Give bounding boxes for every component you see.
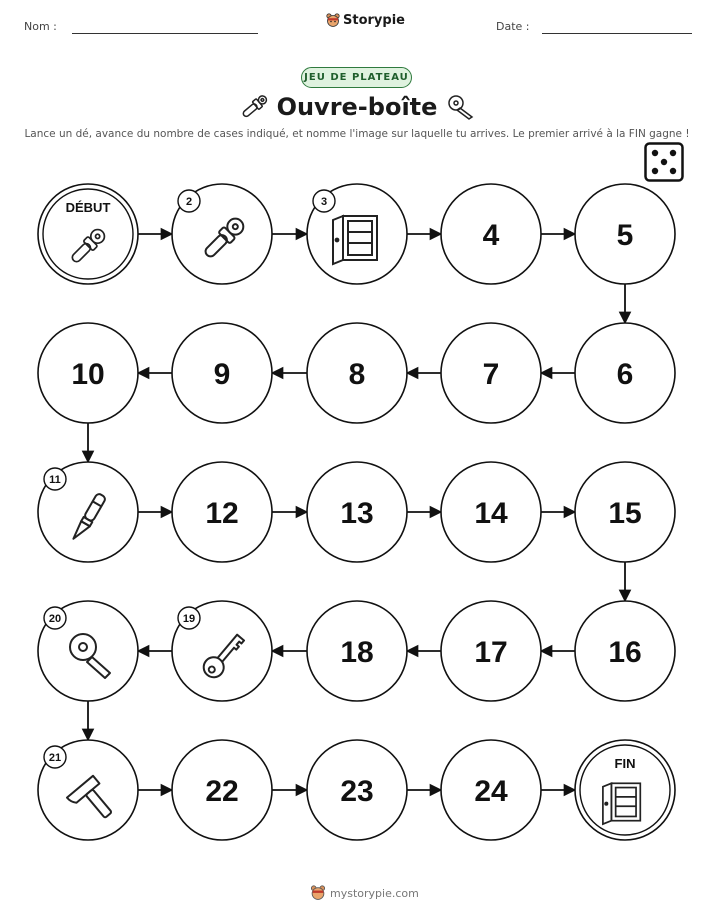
space-number: 13 [340, 497, 374, 530]
space-number: 22 [205, 775, 239, 808]
date-label: Date : [496, 20, 530, 33]
space-number: 5 [616, 219, 634, 252]
board-space [575, 462, 675, 562]
board-space [172, 184, 272, 284]
finish-space [575, 740, 675, 840]
space-number: 24 [474, 775, 508, 808]
space-number: 7 [482, 358, 500, 391]
board-space [38, 740, 138, 840]
space-number: 2 [185, 196, 193, 208]
board-space [307, 323, 407, 423]
space-number: 20 [48, 613, 62, 625]
board-space [172, 601, 272, 701]
name-label: Nom : [24, 20, 57, 33]
space-number: 6 [616, 358, 634, 391]
game-type-badge: JEU DE PLATEAU [301, 67, 412, 88]
board-space [307, 462, 407, 562]
space-circle [575, 740, 675, 840]
space-number: 18 [340, 636, 374, 669]
start-space [38, 184, 138, 284]
space-number: 12 [205, 497, 239, 530]
space-number: 15 [608, 497, 642, 530]
space-number: 8 [348, 358, 366, 391]
space-number: 23 [340, 775, 374, 808]
space-circle [38, 184, 138, 284]
board-space [575, 184, 675, 284]
board-space [575, 323, 675, 423]
page-title: Ouvre-boîte [276, 93, 438, 121]
board-space [38, 323, 138, 423]
board-space [575, 601, 675, 701]
board-space [441, 323, 541, 423]
space-number: 16 [608, 636, 642, 669]
bear-logo-icon [310, 885, 326, 901]
board-space [441, 462, 541, 562]
board-space [307, 184, 407, 284]
space-number: 21 [48, 752, 62, 764]
space-number: 3 [320, 196, 328, 208]
space-number: 19 [182, 613, 196, 625]
board-space [172, 323, 272, 423]
space-number: 4 [482, 219, 500, 252]
footer-url: mystorypie.com [330, 886, 419, 900]
board-space [441, 601, 541, 701]
board-space [441, 184, 541, 284]
space-number: 9 [213, 358, 231, 391]
finish-label: FIN [614, 756, 636, 771]
brand-name: Storypie [343, 13, 405, 28]
board-space [38, 601, 138, 701]
footer [310, 885, 419, 901]
instructions: Lance un dé, avance du nombre de cases indiqué, et nomme l'image sur laquelle tu arrives. Le premier arrivé à la FIN gagne ! [24, 128, 690, 140]
board-space [172, 740, 272, 840]
board-space [441, 740, 541, 840]
space-number: 11 [49, 474, 61, 486]
board-space [172, 462, 272, 562]
space-number: 10 [71, 358, 105, 391]
space-number: 17 [474, 636, 508, 669]
start-label: DÉBUT [65, 200, 111, 215]
board-space [38, 462, 138, 562]
board-space [307, 740, 407, 840]
board-space [307, 601, 407, 701]
space-number: 14 [474, 497, 508, 530]
